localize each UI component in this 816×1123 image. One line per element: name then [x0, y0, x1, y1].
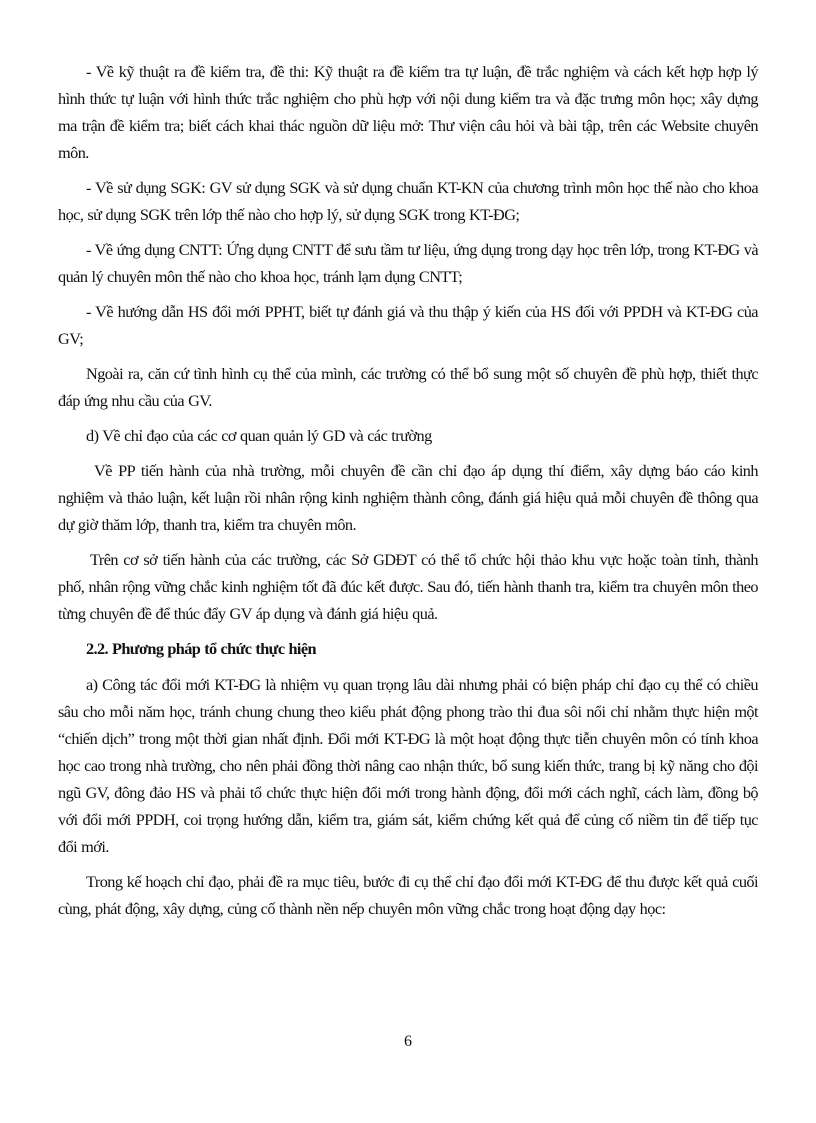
paragraph-department-method: Trên cơ sở tiến hành của các trường, các Sở GDĐT có thể tổ chức hội thảo khu vực hoặc toàn tỉnh, thành phố, nhân rộng vững chắc kinh nghiệm tốt đã đúc kết được. Sau đó, tiến hành thanh tra, kiểm tra chuyên môn theo từng chuyên đề để thúc đẩy GV áp dụng và đánh giá hiệu quả. — [58, 550, 758, 623]
section-heading: 2.2. Phương pháp tổ chức thực hiện — [86, 639, 316, 658]
paragraph-exam-technique: - Về kỹ thuật ra đề kiểm tra, đề thi: Kỹ thuật ra đề kiểm tra tự luận, đề trắc nghiệm và cách kết hợp hợp lý hình thức tự luận với hình thức trắc nghiệm cho phù hợp với nội dung kiểm tra và đặc trưng môn học; xây dựng ma trận đề kiểm tra; biết cách khai thác nguồn dữ liệu mở: Thư viện câu hỏi và bài tập, trên các Website chuyên môn. — [58, 62, 758, 162]
page-number: 6 — [404, 1033, 412, 1050]
paragraph-additional-topics: Ngoài ra, căn cứ tình hình cụ thể của mình, các trường có thể bổ sung một số chuyên đề phù hợp, thiết thực đáp ứng nhu cầu của GV. — [58, 364, 758, 410]
paragraph-school-method: Về PP tiến hành của nhà trường, mỗi chuyên đề cần chỉ đạo áp dụng thí điểm, xây dựng báo cáo kinh nghiệm và thảo luận, kết luận rồi nhân rộng kinh nghiệm thành công, đánh giá hiệu quả mỗi chuyên đề thông qua dự giờ thăm lớp, thanh tra, kiểm tra chuyên môn. — [58, 461, 758, 534]
paragraph-organization-a: a) Công tác đổi mới KT-ĐG là nhiệm vụ quan trọng lâu dài nhưng phải có biện pháp chỉ đạo cụ thể có chiều sâu cho mỗi năm học, tránh chung chung theo kiểu phát động phong trào thi đua sôi nổi chỉ nhằm thực hiện một “chiến dịch” trong một thời gian nhất định. Đổi mới KT-ĐG là một hoạt động thực tiễn chuyên môn có tính khoa học cao trong nhà trường, cho nên phải đồng thời nâng cao nhận thức, bổ sung kiến thức, trang bị kỹ năng cho đội ngũ GV, đông đảo HS và phải tổ chức thực hiện đổi mới trong hành động, đổi mới cách nghĩ, cách làm, đồng bộ với đổi mới PPDH, coi trọng hướng dẫn, kiểm tra, giám sát, kiểm chứng kết quả để củng cố niềm tin để tiếp tục đổi mới. — [58, 675, 758, 856]
paragraph-student-guidance: - Về hướng dẫn HS đổi mới PPHT, biết tự đánh giá và thu thập ý kiến của HS đối với PPDH và KT-ĐG của GV; — [58, 302, 758, 348]
document-body — [58, 58, 758, 930]
paragraph-plan: Trong kế hoạch chỉ đạo, phải đề ra mục tiêu, bước đi cụ thể chỉ đạo đổi mới KT-ĐG để thu được kết quả cuối cùng, phát động, xây dựng, củng cố thành nền nếp chuyên môn vững chắc trong hoạt động dạy học: — [58, 872, 758, 918]
paragraph-subsection-d: d) Về chỉ đạo của các cơ quan quản lý GD và các trường — [86, 426, 432, 445]
paragraph-it-application: - Về ứng dụng CNTT: Ứng dụng CNTT để sưu tầm tư liệu, ứng dụng trong dạy học trên lớp, trong KT-ĐG và quản lý chuyên môn thế nào cho khoa học, tránh lạm dụng CNTT; — [58, 240, 758, 286]
paragraph-textbook-use: - Về sử dụng SGK: GV sử dụng SGK và sử dụng chuẩn KT-KN của chương trình môn học thế nào cho khoa học, sử dụng SGK trên lớp thế nào cho hợp lý, sử dụng SGK trong KT-ĐG; — [58, 178, 758, 224]
